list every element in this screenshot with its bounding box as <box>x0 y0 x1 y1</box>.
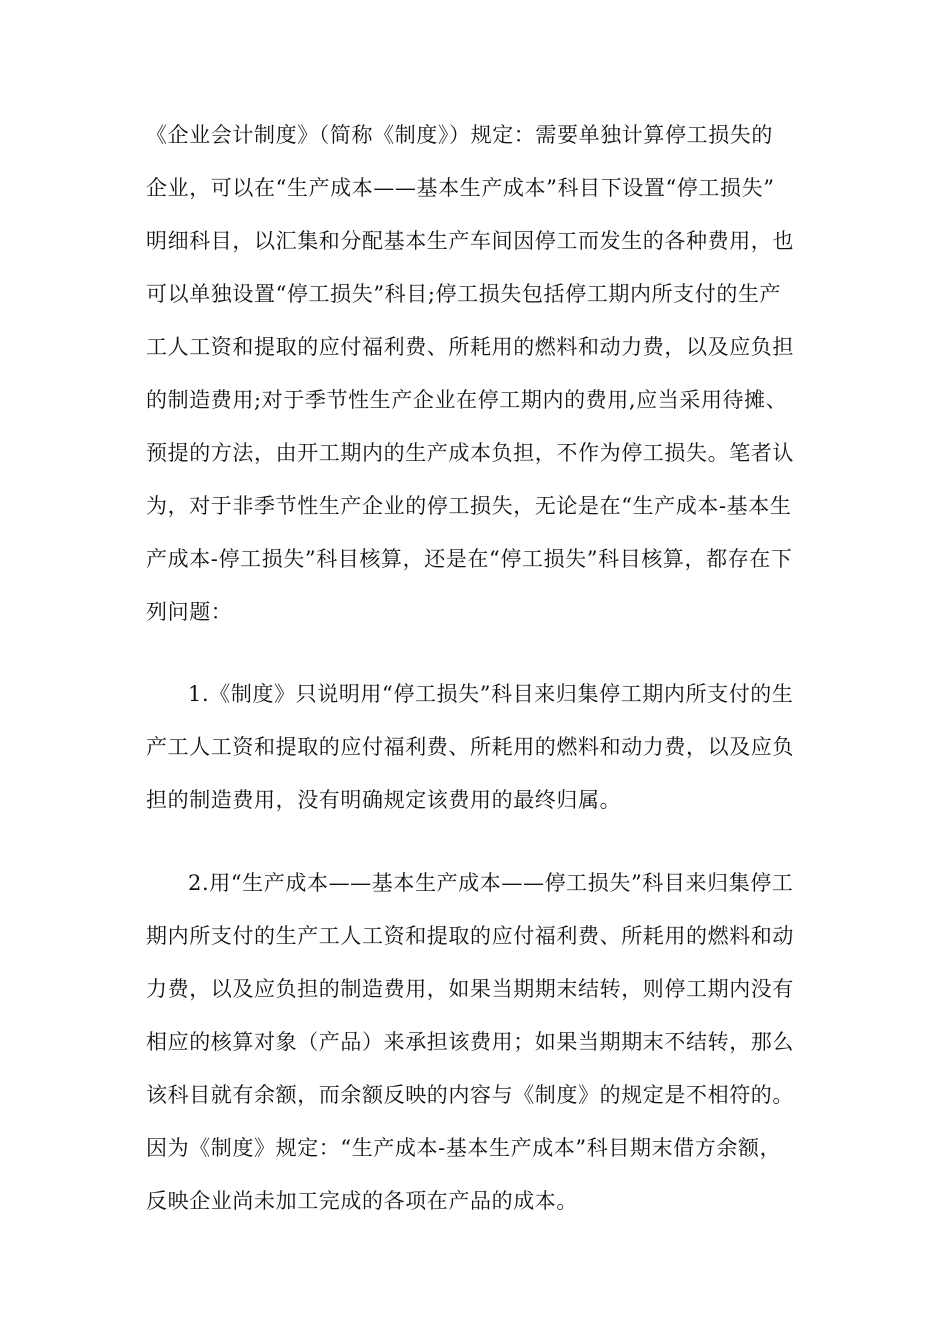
text-line: 1.《制度》只说明用“停工损失”科目来归集停工期内所支付的生 <box>188 682 794 706</box>
text-line: 工人工资和提取的应付福利费、所耗用的燃料和动力费，以及应负担 <box>146 335 794 359</box>
text-line: 的制造费用;对于季节性生产企业在停工期内的费用,应当采用待摊、 <box>146 388 788 412</box>
text-line: 为，对于非季节性生产企业的停工损失，无论是在“生产成本-基本生 <box>146 494 792 518</box>
text-line: 因为《制度》规定：“生产成本-基本生产成本”科目期末借方余额， <box>146 1136 782 1160</box>
text-line: 列问题： <box>146 600 233 624</box>
text-line: 明细科目，以汇集和分配基本生产车间因停工而发生的各种费用，也 <box>146 229 794 253</box>
text-line: 企业，可以在“生产成本——基本生产成本”科目下设置“停工损失” <box>146 176 775 200</box>
text-line: 产成本-停工损失”科目核算，还是在“停工损失”科目核算，都存在下 <box>146 547 793 571</box>
text-line: 力费，以及应负担的制造费用，如果当期期末结转，则停工期内没有 <box>146 977 794 1001</box>
text-line: 2.用“生产成本——基本生产成本——停工损失”科目来归集停工 <box>188 871 794 895</box>
text-line: 该科目就有余额，而余额反映的内容与《制度》的规定是不相符的。 <box>146 1083 794 1107</box>
text-line: 产工人工资和提取的应付福利费、所耗用的燃料和动力费，以及应负 <box>146 735 794 759</box>
text-line: 相应的核算对象（产品）来承担该费用；如果当期期末不结转，那么 <box>146 1030 794 1054</box>
text-line: 反映企业尚未加工完成的各项在产品的成本。 <box>146 1189 578 1213</box>
text-line: 可以单独设置“停工损失”科目;停工损失包括停工期内所支付的生产 <box>146 282 782 306</box>
text-line: 《企业会计制度》（简称《制度》）规定：需要单独计算停工损失的 <box>146 123 773 147</box>
text-line: 预提的方法，由开工期内的生产成本负担，不作为停工损失。笔者认 <box>146 441 794 465</box>
text-line: 担的制造费用，没有明确规定该费用的最终归属。 <box>146 788 622 812</box>
text-line: 期内所支付的生产工人工资和提取的应付福利费、所耗用的燃料和动 <box>146 924 794 948</box>
